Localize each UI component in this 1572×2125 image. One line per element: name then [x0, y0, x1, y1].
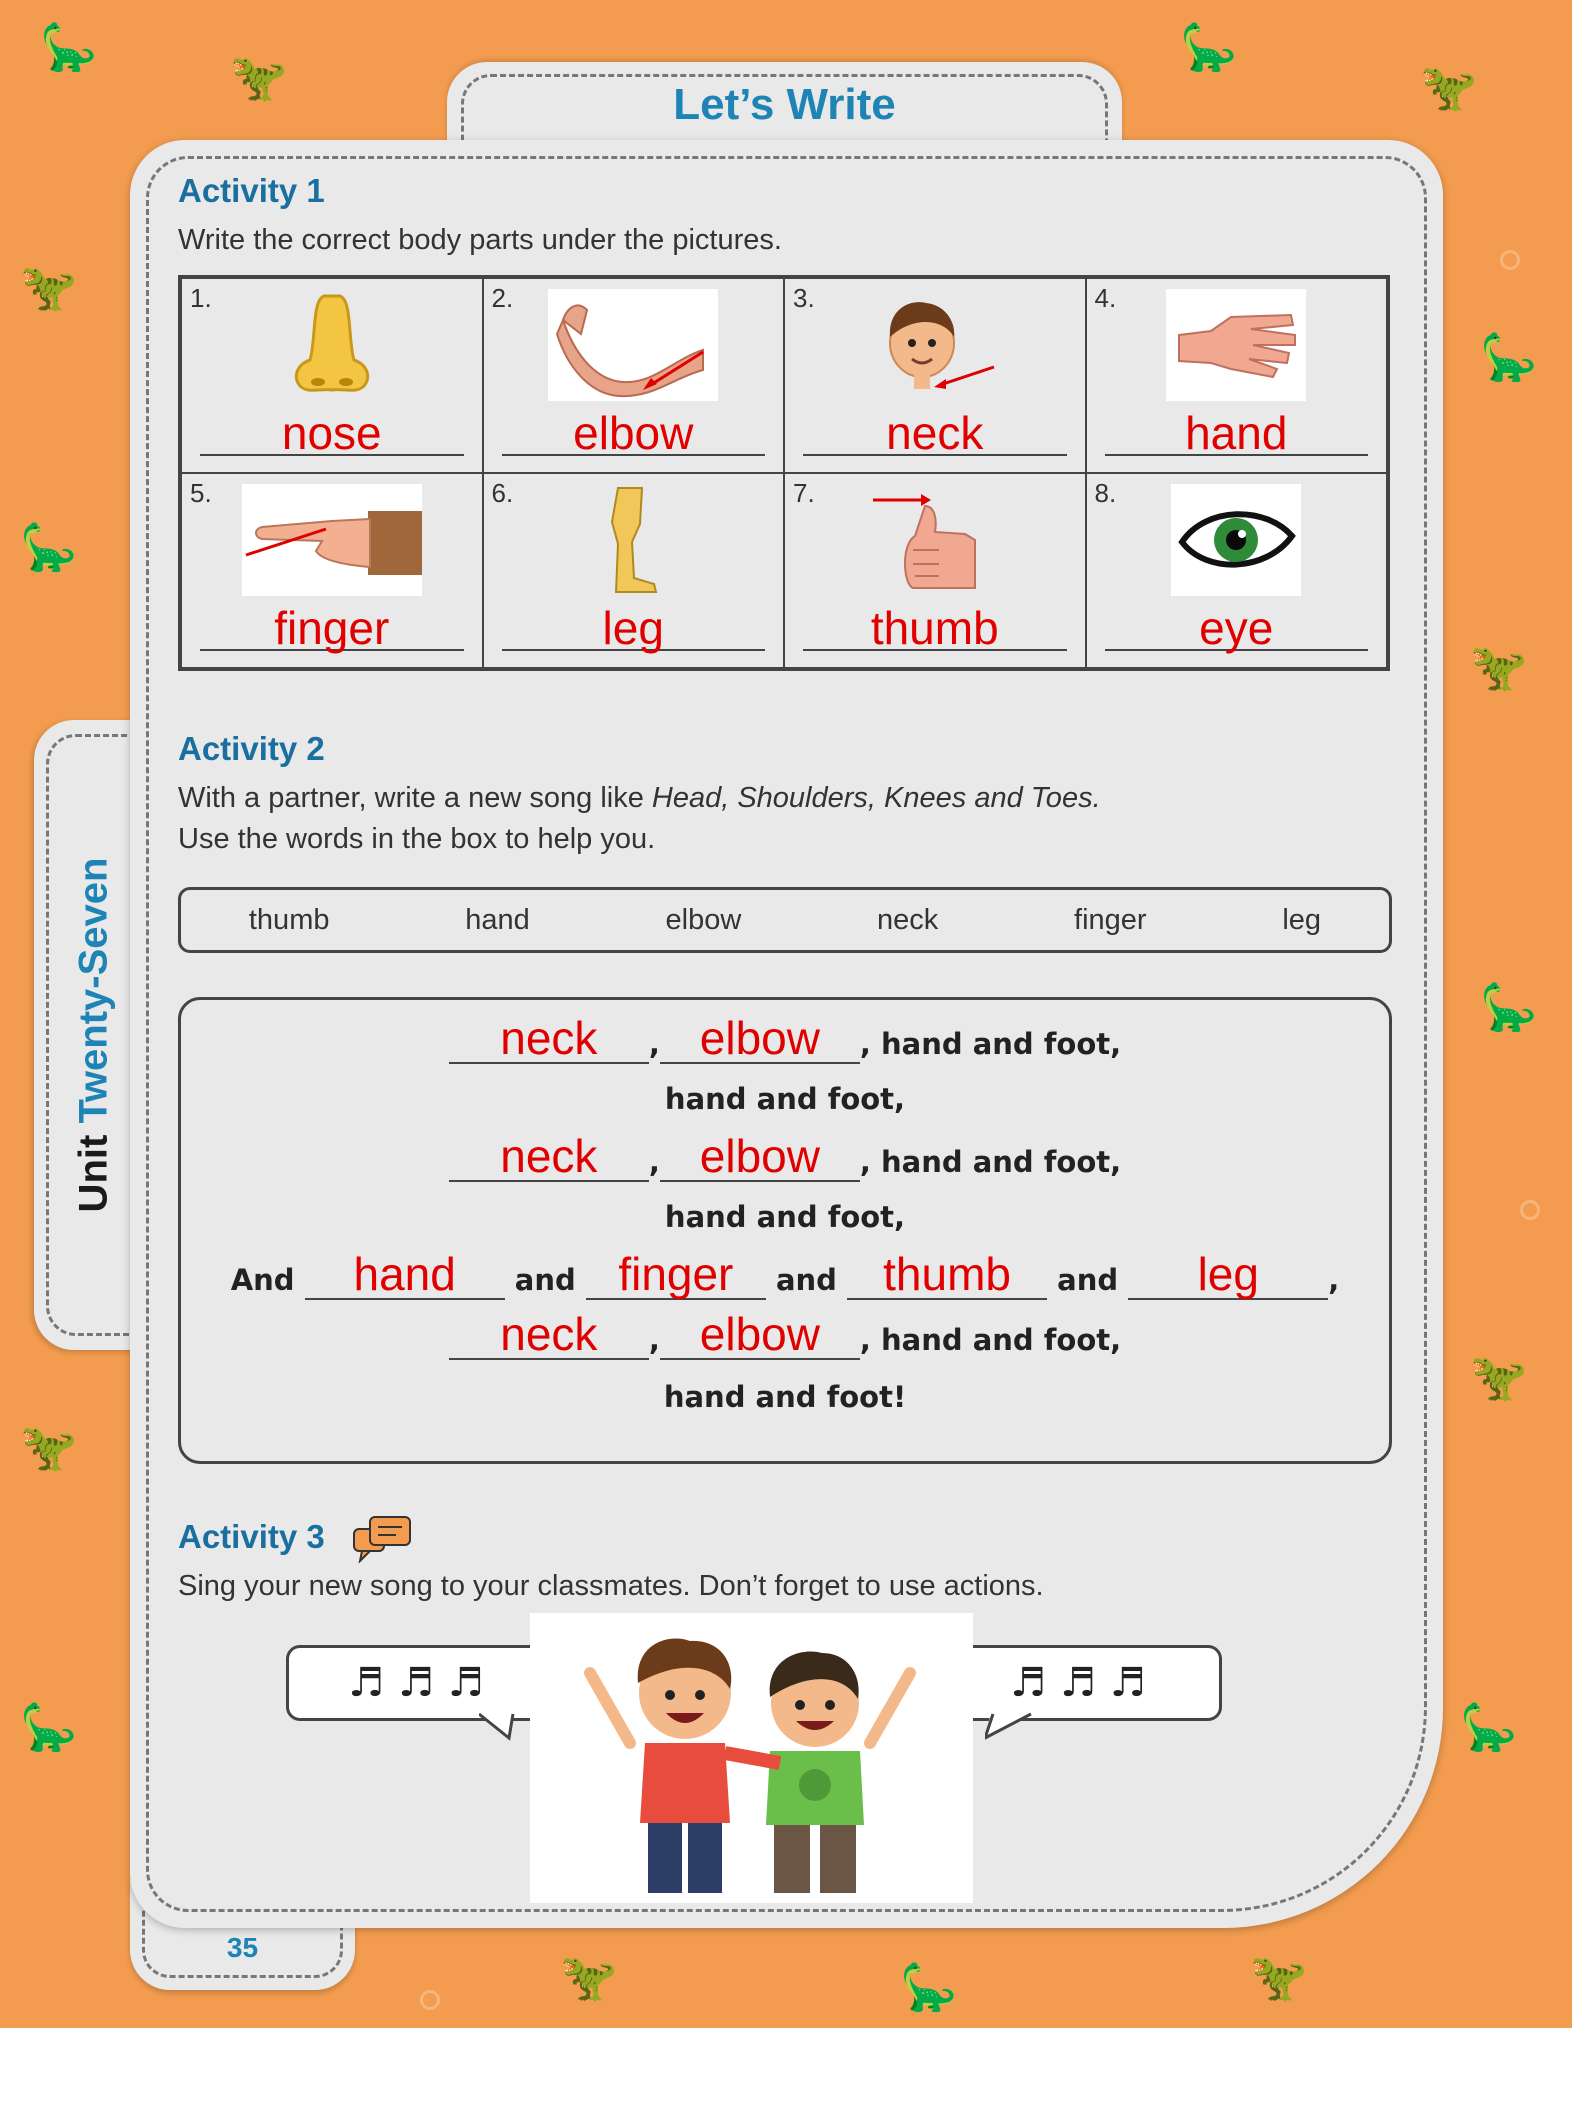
- word-box-item: neck: [877, 903, 939, 936]
- song-text: And: [230, 1263, 295, 1297]
- song-text: and: [1057, 1263, 1119, 1297]
- instruction-text: With a partner, write a new song like: [178, 782, 652, 814]
- comma: ,: [648, 1145, 660, 1179]
- song-blank[interactable]: leg: [1128, 1250, 1328, 1300]
- unit-word: Unit: [71, 1134, 116, 1213]
- answer-text: elbow: [573, 407, 694, 459]
- song-text: , hand and foot,: [859, 1027, 1122, 1061]
- song-text: , hand and foot,: [859, 1323, 1122, 1357]
- song-line-6: [181, 1310, 1389, 1360]
- music-speech-bubble-left: [286, 1645, 560, 1721]
- nose-image: [262, 289, 402, 401]
- dino-pattern-icon: 🦕: [1480, 980, 1538, 1034]
- grid-cell-8: [1086, 473, 1388, 668]
- song-blank[interactable]: neck: [449, 1132, 649, 1182]
- answer-text: eye: [1199, 602, 1274, 654]
- dino-pattern-icon: 🦕: [1480, 330, 1538, 384]
- activity3-heading: Activity 3: [178, 1518, 325, 1555]
- body-parts-grid: [178, 275, 1390, 671]
- music-notes-icon: ♬♬♬: [348, 1660, 498, 1706]
- song-text: , hand and foot,: [859, 1145, 1122, 1179]
- word-box-item: hand: [465, 903, 530, 936]
- answer-text: leg: [602, 602, 664, 654]
- singing-children-illustration: [530, 1613, 973, 1903]
- word-box-item: elbow: [665, 903, 742, 936]
- item-number: 8.: [1094, 478, 1117, 508]
- elbow-image: [548, 289, 718, 401]
- song-text: and: [775, 1263, 837, 1297]
- dino-pattern-icon: 🦕: [1180, 20, 1238, 74]
- song-line-3: [181, 1132, 1389, 1182]
- pattern-dot: [420, 1990, 440, 2010]
- dino-pattern-icon: 🦕: [1460, 1700, 1518, 1754]
- dino-pattern-icon: 🦕: [900, 1960, 958, 2014]
- word-box-item: leg: [1282, 903, 1322, 936]
- song-line-2: hand and foot,: [664, 1082, 906, 1116]
- dino-pattern-icon: 🦖: [1420, 60, 1478, 114]
- dino-pattern-icon: 🦖: [1470, 640, 1528, 694]
- answer-text: neck: [886, 407, 984, 459]
- song-blank[interactable]: elbow: [660, 1014, 860, 1064]
- speech-bubbles-icon: [352, 1515, 414, 1568]
- song-line-7: hand and foot!: [663, 1380, 907, 1414]
- activity1-instruction: Write the correct body parts under the pictures.: [178, 224, 782, 256]
- song-blank[interactable]: hand: [305, 1250, 505, 1300]
- unit-label-vertical: [44, 720, 144, 1350]
- answer-text: finger: [274, 602, 390, 654]
- music-notes-icon: ♬♬♬: [1010, 1660, 1160, 1706]
- unit-label-wrap: [72, 858, 117, 1213]
- hand-image: [1166, 289, 1306, 401]
- dino-pattern-icon: 🦖: [20, 1420, 78, 1474]
- song-text: and: [514, 1263, 576, 1297]
- dino-pattern-icon: 🦖: [1470, 1350, 1528, 1404]
- dino-pattern-icon: 🦖: [20, 260, 78, 314]
- neck-image: [865, 289, 1005, 401]
- song-blank[interactable]: elbow: [660, 1132, 860, 1182]
- grid-cell-2: [483, 278, 785, 473]
- activity3-instruction: Sing your new song to your classmates. Don’t forget to use actions.: [178, 1570, 1044, 1602]
- pattern-dot: [1500, 250, 1520, 270]
- song-line-5: [181, 1250, 1389, 1300]
- grid-cell-7: [784, 473, 1086, 668]
- item-number: 1.: [190, 283, 212, 313]
- item-number: 3.: [793, 283, 815, 313]
- answer-text: nose: [281, 407, 382, 459]
- song-line-4: hand and foot,: [664, 1200, 906, 1234]
- grid-cell-4: [1086, 278, 1388, 473]
- comma: ,: [648, 1027, 660, 1061]
- song-blank[interactable]: finger: [586, 1250, 766, 1300]
- activity2-instruction-line1: [178, 782, 1101, 815]
- item-number: 6.: [491, 478, 514, 508]
- dino-pattern-icon: 🦕: [20, 1700, 78, 1754]
- bubble-tail: [985, 1712, 1035, 1742]
- item-number: 2.: [491, 283, 514, 313]
- grid-cell-1: [181, 278, 483, 473]
- music-speech-bubble-right: [948, 1645, 1222, 1721]
- song-blank[interactable]: elbow: [660, 1310, 860, 1360]
- leg-image: [563, 484, 703, 596]
- answer-text: hand: [1185, 407, 1288, 459]
- item-number: 7.: [793, 478, 815, 508]
- eye-image: [1171, 484, 1301, 596]
- dino-pattern-icon: 🦕: [40, 20, 98, 74]
- grid-cell-3: [784, 278, 1086, 473]
- unit-name: Twenty-Seven: [71, 857, 116, 1124]
- dino-pattern-icon: 🦕: [20, 520, 78, 574]
- page-number: 35: [226, 1932, 259, 1963]
- dino-pattern-icon: 🦖: [1250, 1950, 1308, 2004]
- page-title: Let’s Write: [673, 80, 896, 129]
- word-box: [178, 887, 1392, 953]
- comma: ,: [1328, 1263, 1340, 1297]
- song-line-1: [181, 1014, 1389, 1064]
- song-title: Head, Shoulders, Knees and Toes.: [651, 782, 1101, 814]
- grid-cell-6: [483, 473, 785, 668]
- word-box-item: thumb: [248, 903, 330, 936]
- activity2-instruction-line2: Use the words in the box to help you.: [178, 823, 656, 855]
- bubble-tail: [479, 1712, 519, 1742]
- activity2-heading: Activity 2: [178, 730, 325, 767]
- item-number: 4.: [1094, 283, 1117, 313]
- dino-pattern-icon: 🦖: [560, 1950, 618, 2004]
- thumb-image: [865, 484, 1005, 596]
- song-blank[interactable]: thumb: [847, 1250, 1047, 1300]
- activity1-heading: Activity 1: [178, 172, 325, 209]
- song-blank[interactable]: neck: [449, 1014, 649, 1064]
- dino-pattern-icon: 🦖: [230, 50, 288, 104]
- comma: ,: [648, 1323, 660, 1357]
- pattern-dot: [1520, 1200, 1540, 1220]
- word-box-item: finger: [1074, 903, 1147, 936]
- song-box: [178, 997, 1392, 1464]
- item-number: 5.: [190, 478, 212, 508]
- answer-text: thumb: [870, 602, 999, 654]
- song-blank[interactable]: neck: [449, 1310, 649, 1360]
- finger-image: [242, 484, 422, 596]
- grid-cell-5: [181, 473, 483, 668]
